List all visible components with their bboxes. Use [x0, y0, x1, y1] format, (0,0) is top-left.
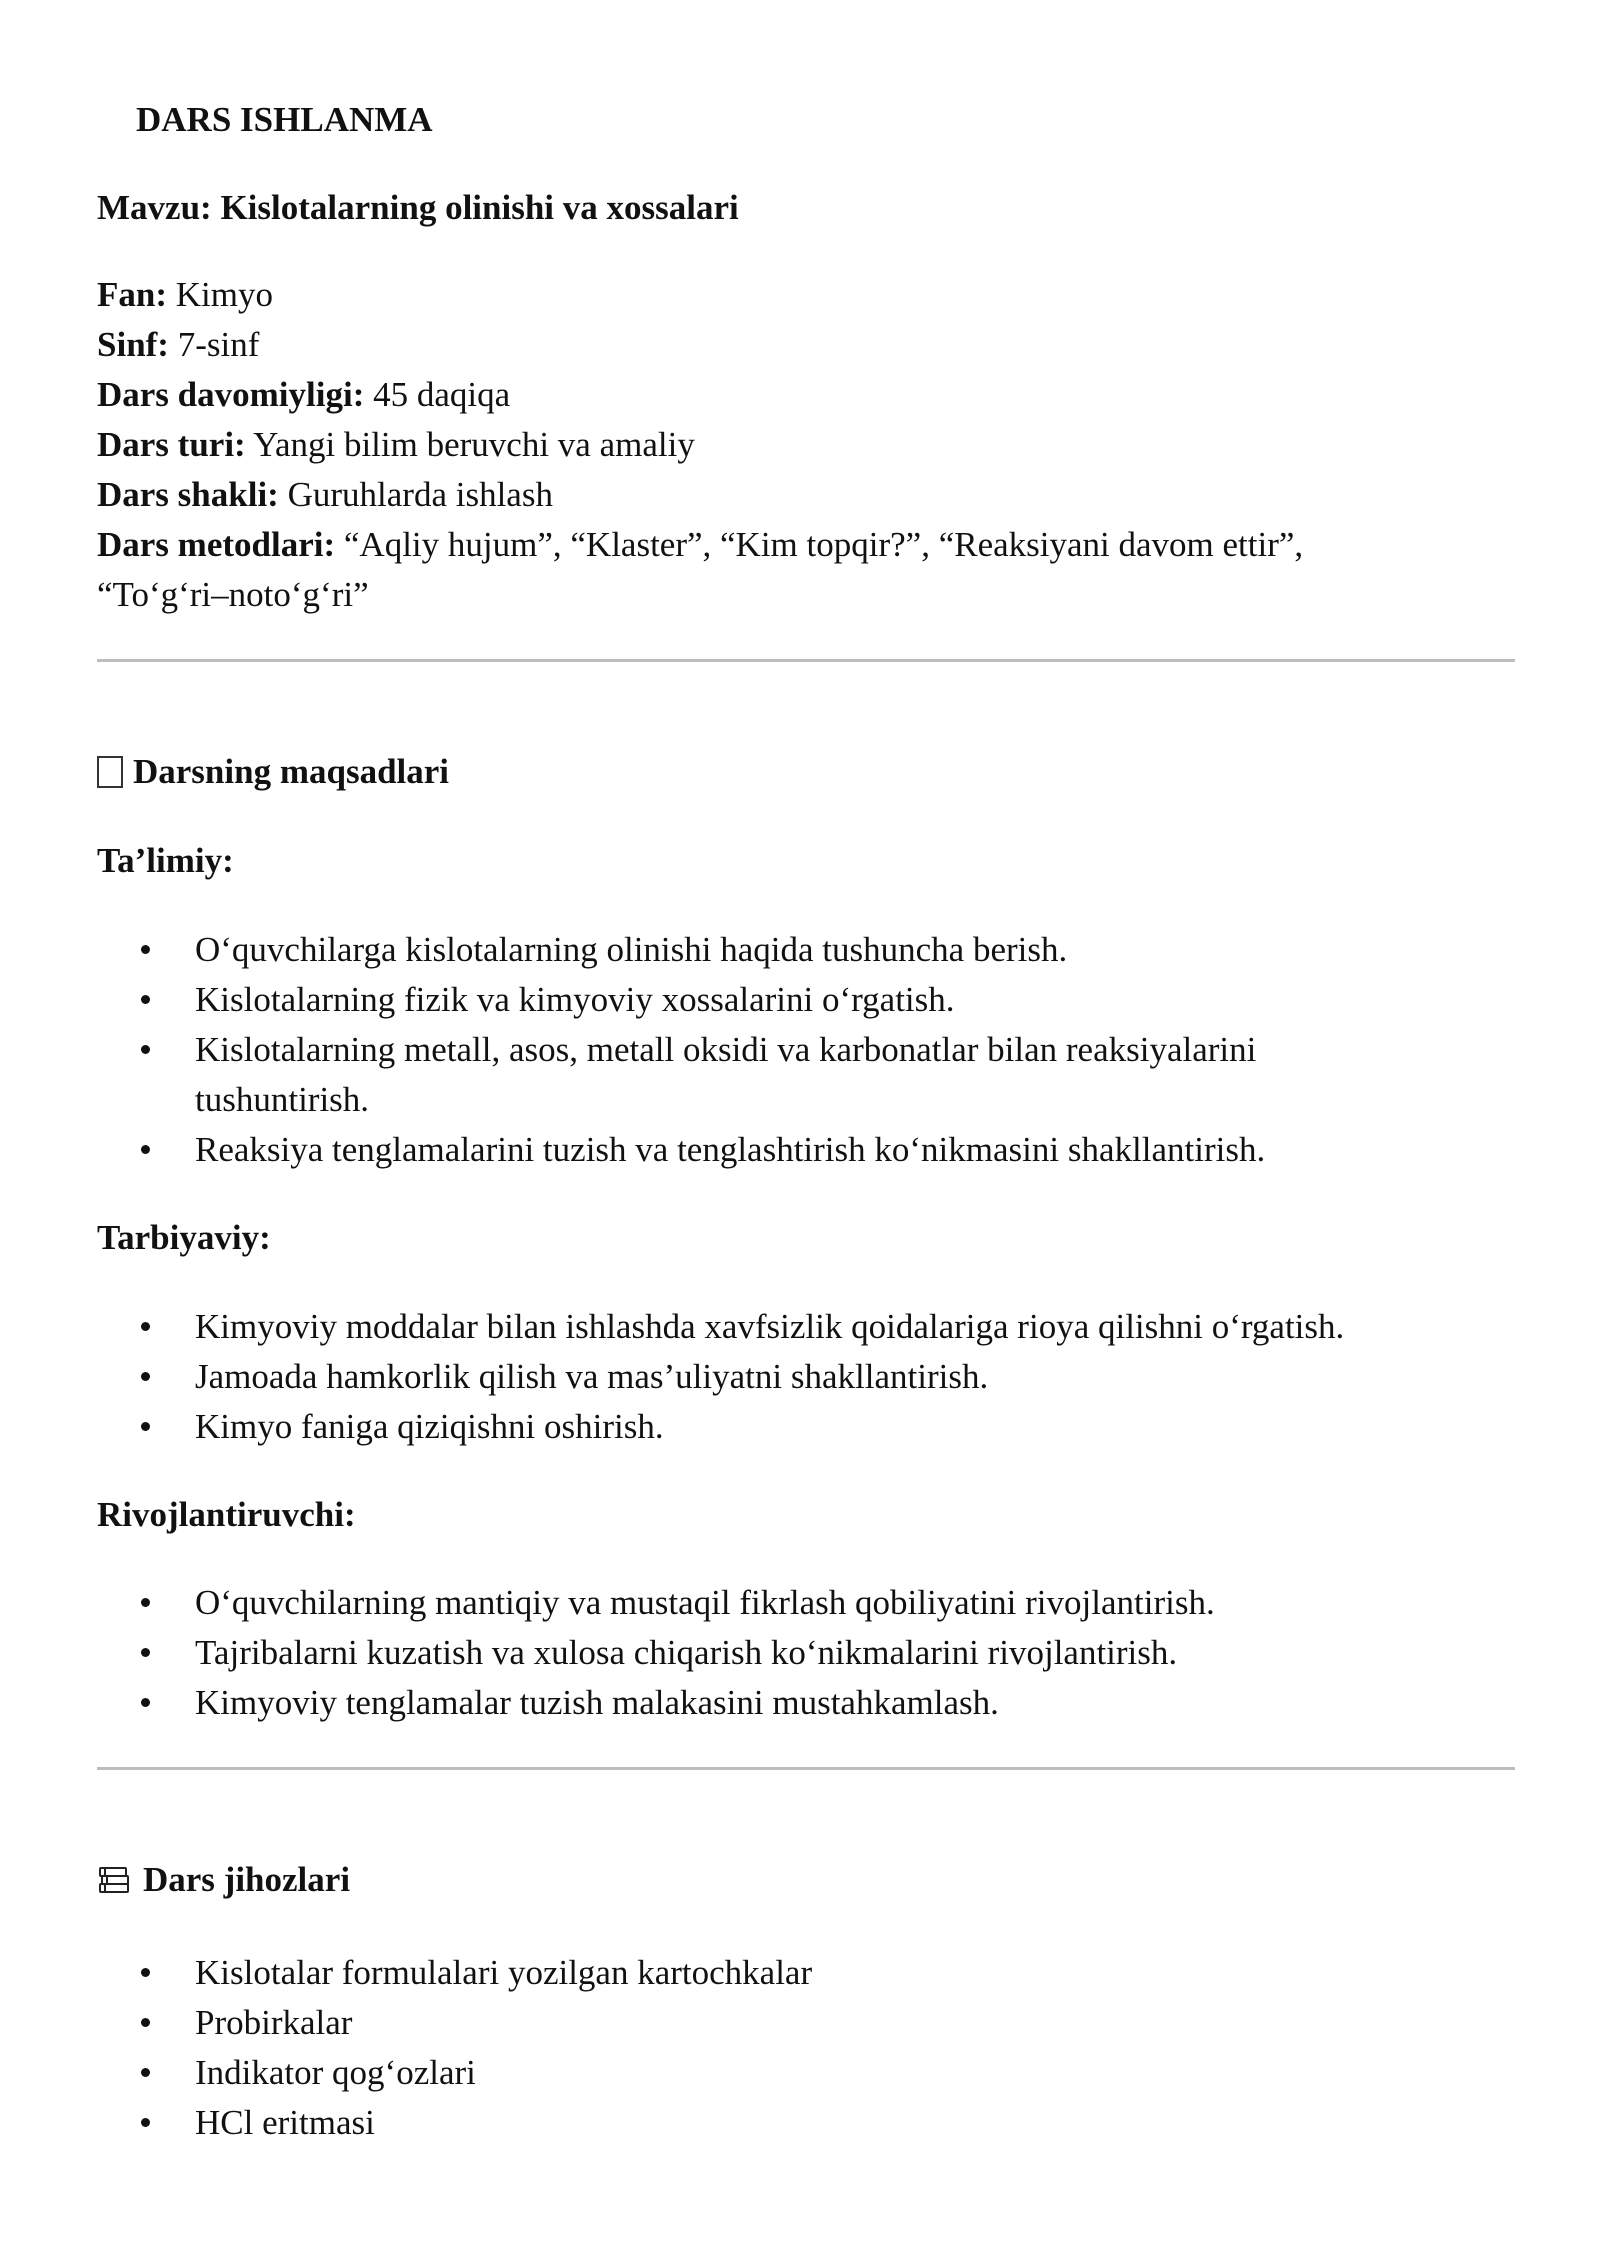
- document-header: DARS ISHLANMA: [136, 100, 433, 139]
- goals-heading: [97, 747, 1517, 797]
- bullet-dot: [141, 1322, 150, 1331]
- books-icon: [97, 1863, 131, 1897]
- info-value: 7-sinf: [177, 325, 260, 364]
- list-item-text: O‘quvchilarga kislotalarning olinishi haqida tushuncha berish.: [195, 930, 1068, 969]
- list-item-text: Indikator qog‘ozlari: [195, 2053, 476, 2092]
- topic-value: Kislotalarning olinishi va xossalari: [220, 188, 739, 227]
- bullet-dot: [141, 1648, 150, 1657]
- bullet-dot: [141, 1045, 150, 1054]
- bullet-dot: [141, 2118, 150, 2127]
- bullet-dot: [141, 1598, 150, 1607]
- info-value: Kimyo: [175, 275, 273, 314]
- info-duration: [97, 370, 1517, 420]
- bullet-dot: [141, 2018, 150, 2027]
- list-item-text: Kimyoviy moddalar bilan ishlashda xavfsizlik qoidalariga rioya qilishni o‘rgatish.: [195, 1307, 1345, 1346]
- list-item-text: HCl eritmasi: [195, 2103, 375, 2142]
- bullet-dot: [141, 2068, 150, 2077]
- bullet-dot: [141, 1145, 150, 1154]
- info-label: Dars shakli:: [97, 475, 279, 514]
- equipment-heading-text: Dars jihozlari: [143, 1860, 351, 1899]
- list-item-text: Kislotalarning metall, asos, metall oksidi va karbonatlar bilan reaksiyalarini: [195, 1030, 1257, 1069]
- info-label: Fan:: [97, 275, 167, 314]
- info-value: 45 daqiqa: [373, 375, 511, 414]
- equipment-heading: [97, 1855, 1517, 1905]
- topic-label: Mavzu:: [97, 188, 212, 227]
- list-item-text: Probirkalar: [195, 2003, 353, 2042]
- list-item-text: Jamoada hamkorlik qilish va mas’uliyatni shakllantirish.: [195, 1357, 989, 1396]
- bullet-dot: [141, 995, 150, 1004]
- section-divider: [97, 1767, 1515, 1770]
- bullet-dot: [141, 1698, 150, 1707]
- list-item-text: Kimyo faniga qiziqishni oshirish.: [195, 1407, 664, 1446]
- info-form: [97, 470, 1517, 520]
- list-item-text: Kislotalarning fizik va kimyoviy xossalarini o‘rgatish.: [195, 980, 955, 1019]
- info-methods: [97, 520, 1517, 570]
- topic-line: [97, 183, 1517, 233]
- list-item-text: tushuntirish.: [195, 1080, 370, 1119]
- info-label: Dars turi:: [97, 425, 246, 464]
- list-item-text: Kimyoviy tenglamalar tuzish malakasini mustahkamlash.: [195, 1683, 999, 1722]
- talimiy-title: Ta’limiy:: [97, 841, 234, 880]
- info-type: [97, 420, 1517, 470]
- section-divider: [97, 659, 1515, 662]
- info-label: Dars metodlari:: [97, 525, 336, 564]
- info-label: Dars davomiyligi:: [97, 375, 365, 414]
- missing-glyph-icon: [97, 756, 123, 788]
- list-item-text: Kislotalar formulalari yozilgan kartochkalar: [195, 1953, 813, 1992]
- info-value: Guruhlarda ishlash: [287, 475, 553, 514]
- bullet-dot: [141, 945, 150, 954]
- info-value: “Aqliy hujum”, “Klaster”, “Kim topqir?”, “Reaksiyani davom ettir”,: [343, 525, 1304, 564]
- rivojlantiruvchi-title: Rivojlantiruvchi:: [97, 1495, 356, 1534]
- bullet-dot: [141, 1968, 150, 1977]
- list-item-text: Tajribalarni kuzatish va xulosa chiqarish ko‘nikmalarini rivojlantirish.: [195, 1633, 1178, 1672]
- list-item-text: Reaksiya tenglamalarini tuzish va tenglashtirish ko‘nikmasini shakllantirish.: [195, 1130, 1266, 1169]
- info-grade: [97, 320, 1517, 370]
- list-item-text: O‘quvchilarning mantiqiy va mustaqil fikrlash qobiliyatini rivojlantirish.: [195, 1583, 1215, 1622]
- bullet-dot: [141, 1422, 150, 1431]
- info-value: Yangi bilim beruvchi va amaliy: [253, 425, 695, 464]
- info-methods-continued: “To‘g‘ri–noto‘g‘ri”: [97, 575, 369, 614]
- goals-heading-text: Darsning maqsadlari: [133, 752, 450, 791]
- tarbiyaviy-title: Tarbiyaviy:: [97, 1218, 271, 1257]
- bullet-dot: [141, 1372, 150, 1381]
- info-subject: [97, 270, 1517, 320]
- info-label: Sinf:: [97, 325, 169, 364]
